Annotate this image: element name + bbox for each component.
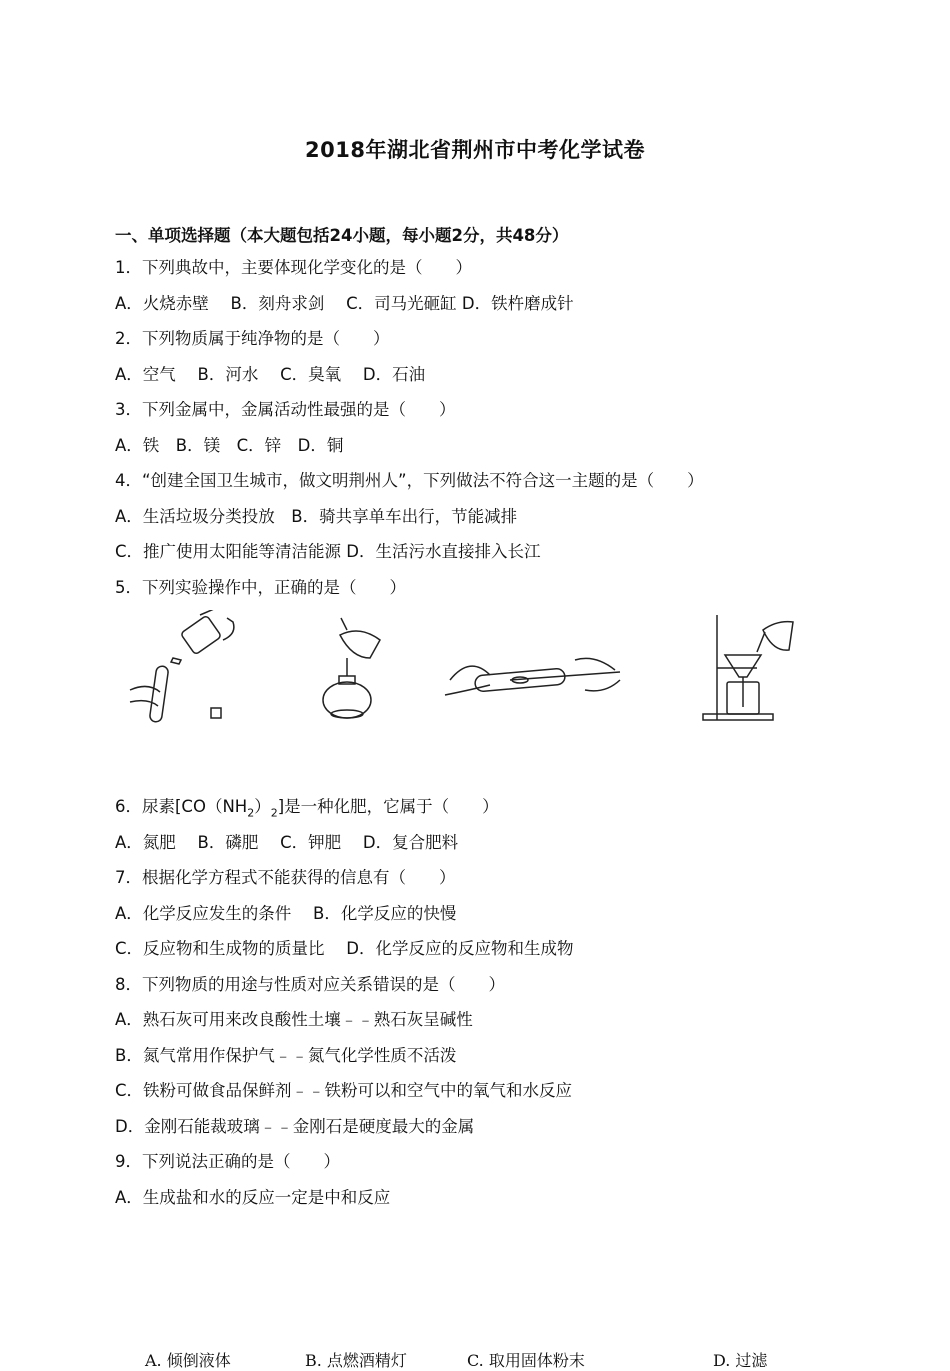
question-6 bbox=[115, 795, 499, 825]
question-8-option-c: C．铁粉可做食品保鲜剂﹣﹣铁粉可以和空气中的氧气和水反应 bbox=[115, 1081, 573, 1100]
question-8: 8．下列物质的用途与性质对应关系错误的是（ ） bbox=[115, 975, 505, 994]
caption-c: C. 取用固体粉末 bbox=[467, 1351, 585, 1370]
question-7-options-cd: C．反应物和生成物的质量比 D．化学反应的反应物和生成物 bbox=[115, 939, 574, 958]
section-header: 一、单项选择题（本大题包括24小题，每小题2分，共48分） bbox=[115, 226, 569, 245]
question-8-option-b: B．氮气常用作保护气﹣﹣氮气化学性质不活泼 bbox=[115, 1046, 457, 1065]
question-5: 5．下列实验操作中，正确的是（ ） bbox=[115, 578, 406, 597]
alcohol-lamp-illustration bbox=[323, 618, 380, 718]
q6-sub: 2 bbox=[247, 806, 255, 820]
caption-d: D. 过滤 bbox=[713, 1351, 768, 1370]
question-2: 2．下列物质属于纯净物的是（ ） bbox=[115, 329, 390, 348]
question-7: 7．根据化学方程式不能获得的信息有（ ） bbox=[115, 868, 456, 887]
question-3: 3．下列金属中，金属活动性最强的是（ ） bbox=[115, 400, 456, 419]
question-8-option-a: A．熟石灰可用来改良酸性土壤﹣﹣熟石灰呈碱性 bbox=[115, 1010, 473, 1029]
question-4-options-cd: C．推广使用太阳能等清洁能源 D．生活污水直接排入长江 bbox=[115, 542, 541, 561]
question-2-options: A．空气 B．河水 C．臭氧 D．石油 bbox=[115, 365, 426, 384]
q6-prefix: 6．尿素[CO（NH bbox=[115, 797, 248, 816]
caption-a: A. 倾倒液体 bbox=[145, 1351, 231, 1370]
question-9-option-a: A．生成盐和水的反应一定是中和反应 bbox=[115, 1188, 391, 1207]
lab-illustrations bbox=[115, 610, 835, 735]
solid-powder-illustration bbox=[445, 658, 620, 695]
question-1-options: A．火烧赤壁 B．刻舟求剑 C．司马光砸缸 D．铁杵磨成针 bbox=[115, 294, 574, 313]
question-4: 4．“创建全国卫生城市，做文明荆州人”，下列做法不符合这一主题的是（ ） bbox=[115, 471, 704, 490]
q6-suffix: ]是一种化肥，它属于（ ） bbox=[277, 797, 499, 816]
question-1: 1．下列典故中，主要体现化学变化的是（ ） bbox=[115, 258, 472, 277]
question-9: 9．下列说法正确的是（ ） bbox=[115, 1152, 340, 1171]
caption-b: B. 点燃酒精灯 bbox=[305, 1351, 407, 1370]
question-3-options: A．铁 B．镁 C．锌 D．铜 bbox=[115, 436, 344, 455]
page-title: 2018年湖北省荆州市中考化学试卷 bbox=[305, 138, 645, 162]
question-6-options: A．氮肥 B．磷肥 C．钾肥 D．复合肥料 bbox=[115, 833, 459, 852]
question-4-options-ab: A．生活垃圾分类投放 B．骑共享单车出行，节能减排 bbox=[115, 507, 518, 526]
question-8-option-d: D．金刚石能裁玻璃﹣﹣金刚石是硬度最大的金属 bbox=[115, 1117, 475, 1136]
question-7-options-ab: A．化学反应发生的条件 B．化学反应的快慢 bbox=[115, 904, 457, 923]
q6-sub2: 2 bbox=[270, 806, 278, 820]
filtration-illustration bbox=[703, 615, 793, 720]
pouring-liquid-illustration bbox=[130, 610, 234, 723]
q6-mid: ） bbox=[254, 797, 271, 816]
